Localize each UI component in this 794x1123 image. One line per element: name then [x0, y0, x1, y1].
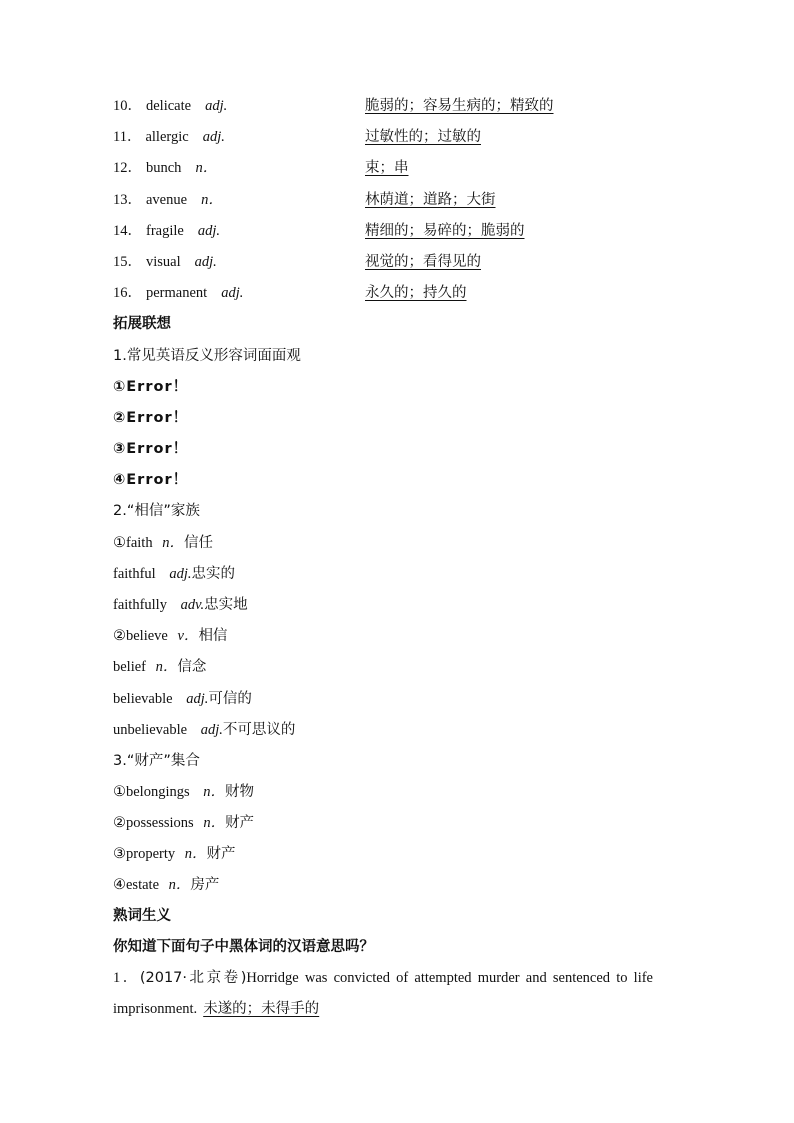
section-title: 3.“财产”集合: [113, 753, 200, 769]
vocab-row: [113, 251, 481, 273]
word-meaning: 可信的: [208, 691, 252, 707]
word: unbelievable: [113, 722, 188, 738]
word-meaning: 相信: [198, 628, 228, 644]
word-meaning: 忠实地: [204, 597, 248, 613]
vocab-pos: adj.: [221, 285, 244, 301]
word-pos: adj.: [186, 691, 209, 707]
vocab-pos: adj.: [194, 254, 217, 270]
word: believe: [126, 628, 168, 644]
item-marker: ④: [113, 877, 126, 893]
section-heading-familiar: 熟词生义: [113, 908, 171, 924]
vocab-pos: adj.: [197, 223, 220, 239]
word: estate: [126, 877, 160, 893]
question-prompt: 你知道下面句子中黑体词的汉语意思吗？: [113, 939, 374, 955]
question-answer: 未遂的；未得手的: [203, 1001, 320, 1017]
vocab-definition: 脆弱的；容易生病的；精致的: [365, 98, 554, 114]
word: possessions: [126, 815, 194, 831]
word-pos: n．: [155, 659, 178, 675]
vocab-pos: n．: [195, 160, 218, 176]
vocab-row: [113, 157, 409, 179]
word-pos: n．: [168, 877, 191, 893]
section-title: 2.“相信”家族: [113, 503, 200, 519]
question-source: (2017·北京卷): [139, 970, 247, 986]
item-marker: ②: [113, 628, 126, 644]
error-item: ③Error！: [113, 441, 189, 457]
vocab-word: visual: [146, 254, 181, 270]
word: faithfully: [113, 597, 167, 613]
item-marker: ①: [113, 535, 126, 551]
vocab-row: [113, 95, 554, 117]
vocab-word: delicate: [146, 98, 192, 114]
section-heading-expansion: 拓展联想: [113, 316, 171, 332]
word-pos: adj.: [200, 722, 223, 738]
item-marker: ③: [113, 846, 126, 862]
word-row: [113, 688, 252, 710]
vocab-number: 11．: [113, 129, 142, 145]
vocab-number: 15．: [113, 254, 142, 270]
word-row: [113, 532, 213, 554]
word-row: [113, 843, 236, 865]
word-pos: adj.: [169, 566, 192, 582]
word-meaning: 财产: [225, 815, 255, 831]
section-title: 1.常见英语反义形容词面面观: [113, 348, 301, 364]
vocab-pos: adj.: [205, 98, 228, 114]
word-meaning: 信任: [183, 535, 213, 551]
vocab-number: 14．: [113, 223, 142, 239]
vocab-number: 10．: [113, 98, 142, 114]
vocab-row: [113, 126, 481, 148]
word-meaning: 财产: [206, 846, 236, 862]
word: faithful: [113, 566, 156, 582]
vocab-number: 13．: [113, 192, 142, 208]
word-row: [113, 781, 254, 803]
word: faith: [126, 535, 153, 551]
word-meaning: 房产: [190, 877, 220, 893]
word-pos: adv.: [180, 597, 205, 613]
word: belief: [113, 659, 147, 675]
vocab-word: bunch: [146, 160, 182, 176]
vocab-row: [113, 220, 525, 242]
word-row: [113, 719, 295, 741]
word-row: [113, 625, 227, 647]
vocab-word: allergic: [145, 129, 189, 145]
error-item: ②Error！: [113, 410, 189, 426]
vocab-word: fragile: [146, 223, 184, 239]
error-item: ④Error！: [113, 472, 189, 488]
vocab-word: avenue: [146, 192, 188, 208]
word-pos: n．: [203, 815, 226, 831]
vocab-pos: adj.: [202, 129, 225, 145]
vocab-number: 16．: [113, 285, 142, 301]
vocab-row: [113, 282, 467, 304]
word-pos: v．: [177, 628, 199, 644]
vocab-row: [113, 189, 496, 211]
word: believable: [113, 691, 173, 707]
vocab-definition: 过敏性的；过敏的: [365, 129, 481, 145]
vocab-word: permanent: [146, 285, 208, 301]
word-row: [113, 874, 219, 896]
word-row: [113, 656, 206, 678]
question-number: 1．: [113, 970, 140, 986]
word-pos: n．: [203, 784, 226, 800]
vocab-definition: 林荫道；道路；大街: [365, 192, 496, 208]
word: property: [126, 846, 176, 862]
vocab-definition: 束；串: [365, 160, 409, 176]
word: belongings: [126, 784, 190, 800]
question-text: Horridge was convicted of attempted murder and sentenced to life imprisonment.: [113, 970, 653, 1017]
vocab-definition: 永久的；持久的: [365, 285, 467, 301]
item-marker: ①: [113, 784, 126, 800]
word-meaning: 不可思议的: [222, 722, 296, 738]
word-pos: n．: [162, 535, 184, 551]
vocab-definition: 精细的；易碎的；脆弱的: [365, 223, 525, 239]
word-meaning: 财物: [225, 784, 255, 800]
vocab-pos: n．: [201, 192, 223, 208]
word-row: [113, 812, 254, 834]
word-meaning: 信念: [177, 659, 207, 675]
vocab-number: 12．: [113, 160, 142, 176]
question-1: [113, 963, 653, 1025]
word-meaning: 忠实的: [191, 566, 235, 582]
item-marker: ②: [113, 815, 126, 831]
error-item: ①Error！: [113, 379, 189, 395]
word-pos: n．: [184, 846, 207, 862]
vocab-definition: 视觉的；看得见的: [365, 254, 481, 270]
word-row: [113, 594, 248, 616]
word-row: [113, 563, 235, 585]
